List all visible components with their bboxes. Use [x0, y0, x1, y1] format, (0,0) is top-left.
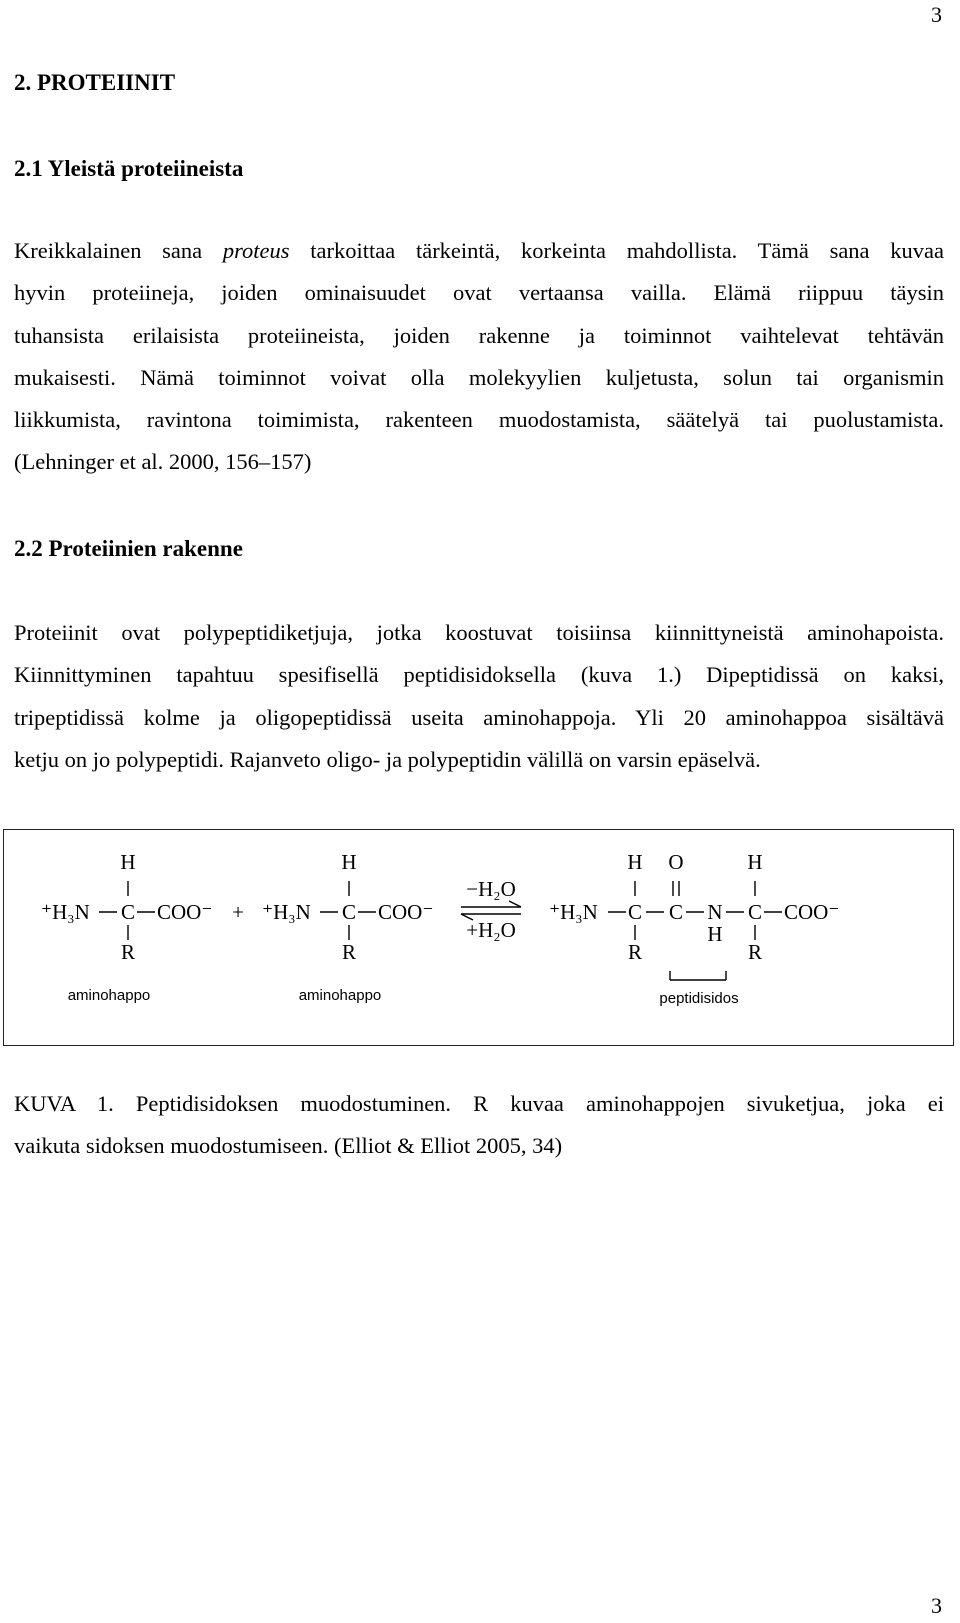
- side-chain-label: R: [627, 940, 643, 964]
- paragraph-protein-structure: [14, 612, 944, 781]
- water-removed-label: −H₂O: [466, 877, 516, 901]
- paragraph-line: tuhansista erilaisista proteiineista, joiden rakenne ja toiminnot vaihtelevat tehtävän: [14, 322, 944, 348]
- caption-line: KUVA 1. Peptidisidoksen muodostuminen. R kuvaa aminohappojen sivuketjua, joka ei: [14, 1091, 944, 1116]
- amino-acid-label: aminohappo: [298, 987, 382, 1004]
- italic-term: proteus: [222, 238, 290, 263]
- figure-peptide-bond: [3, 829, 954, 1046]
- atom-label: C: [627, 900, 643, 924]
- paragraph-line: hyvin proteiineja, joiden ominaisuudet ovat vertaansa vailla. Elämä riippuu täysin: [14, 280, 944, 306]
- side-chain-label: R: [341, 940, 357, 964]
- atom-label: C: [668, 900, 684, 924]
- atom-label: C: [747, 900, 763, 924]
- paragraph-line: Kiinnittyminen tapahtuu spesifisellä peptidisidoksella (kuva 1.) Dipeptidissä on kaksi,: [14, 662, 944, 688]
- paragraph-line: liikkumista, ravintona toimimista, rakenteen muodostamista, säätelyä tai puolustamista.: [14, 407, 944, 433]
- atom-label: N: [707, 900, 723, 924]
- chapter-heading: 2. PROTEIINIT: [14, 70, 176, 95]
- carboxylate-group: COO⁻: [378, 900, 434, 924]
- atom-label: H: [627, 850, 643, 874]
- amine-group: ⁺H₃N: [262, 900, 311, 924]
- atom-label: H: [120, 850, 136, 874]
- paragraph-line: mukaisesti. Nämä toiminnot voivat olla molekyylien kuljetusta, solun tai organismin: [14, 364, 944, 390]
- paragraph-line: (Lehninger et al. 2000, 156–157): [14, 449, 312, 475]
- atom-label: O: [668, 850, 684, 874]
- reaction-diagram: [4, 830, 952, 1044]
- water-added-label: +H₂O: [466, 918, 516, 942]
- paragraph-general-proteins: [14, 230, 944, 484]
- paragraph-line: [14, 230, 944, 272]
- carboxylate-group: COO⁻: [157, 900, 213, 924]
- peptide-bond-label: peptidisidos: [659, 990, 739, 1007]
- plus-sign: +: [232, 900, 244, 924]
- amine-group: ⁺H₃N: [549, 900, 598, 924]
- carboxylate-group: COO⁻: [784, 900, 840, 924]
- section-heading-2: 2.2 Proteiinien rakenne: [14, 536, 243, 561]
- caption-line: vaikuta sidoksen muodostumiseen. (Elliot & Elliot 2005, 34): [14, 1133, 563, 1159]
- figure-caption: [14, 1083, 944, 1168]
- atom-label: C: [120, 900, 136, 924]
- page-number-top: 3: [931, 2, 942, 27]
- text-run: tarkoittaa tärkeintä, korkeinta mahdollista. Tämä sana kuvaa: [289, 238, 944, 263]
- side-chain-label: R: [120, 940, 136, 964]
- atom-label: H: [341, 850, 357, 874]
- paragraph-line: tripeptidissä kolme ja oligopeptidissä useita aminohappoja. Yli 20 aminohappoa sisältävä: [14, 704, 944, 730]
- atom-label: C: [341, 900, 357, 924]
- atom-label: H: [707, 922, 723, 946]
- paragraph-line: ketju on jo polypeptidi. Rajanveto oligo- ja polypeptidin välillä on varsin epäselvä.: [14, 746, 761, 772]
- paragraph-line: Proteiinit ovat polypeptidiketjuja, jotka koostuvat toisiinsa kiinnittyneistä aminohapoista.: [14, 620, 944, 645]
- side-chain-label: R: [747, 940, 763, 964]
- amino-acid-label: aminohappo: [67, 987, 151, 1004]
- text-run: Kreikkalainen sana: [14, 238, 223, 263]
- amine-group: ⁺H₃N: [41, 900, 90, 924]
- page-number-bottom: 3: [931, 1593, 942, 1618]
- atom-label: H: [747, 850, 763, 874]
- section-heading-1: 2.1 Yleistä proteiineista: [14, 156, 244, 181]
